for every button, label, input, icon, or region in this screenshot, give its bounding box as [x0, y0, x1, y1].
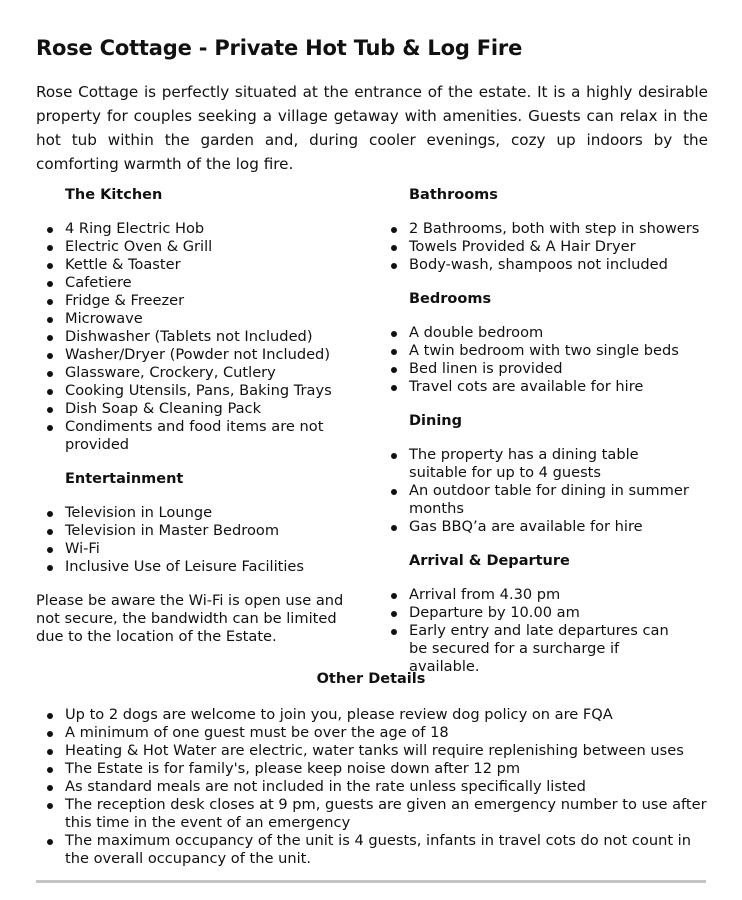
list-item: 4 Ring Electric Hob: [36, 220, 376, 238]
list-item: The maximum occupancy of the unit is 4 guests, infants in travel cots do not count in the overall occupancy of the unit.: [36, 832, 716, 868]
dining-list: [380, 446, 710, 536]
page-title: Rose Cottage - Private Hot Tub & Log Fire: [36, 36, 523, 60]
kitchen-heading: The Kitchen: [65, 187, 163, 203]
list-item: Dish Soap & Cleaning Pack: [36, 400, 376, 418]
left-column: [36, 186, 376, 646]
right-column: [380, 186, 710, 692]
bathrooms-list: [380, 220, 710, 274]
entertainment-heading: Entertainment: [65, 471, 184, 487]
list-item: Wi-Fi: [36, 540, 376, 558]
list-item: An outdoor table for dining in summer months: [380, 482, 710, 518]
list-item: Gas BBQ’a are available for hire: [380, 518, 710, 536]
list-item: Bed linen is provided: [380, 360, 710, 378]
list-item: Washer/Dryer (Powder not Included): [36, 346, 376, 364]
list-item: A twin bedroom with two single beds: [380, 342, 710, 360]
list-item: Glassware, Crockery, Cutlery: [36, 364, 376, 382]
dining-heading: Dining: [409, 413, 463, 429]
bedrooms-list: [380, 324, 710, 396]
other-details-heading: Other Details: [316, 671, 426, 687]
list-item: Television in Lounge: [36, 504, 376, 522]
list-item: Inclusive Use of Leisure Facilities: [36, 558, 376, 576]
list-item: Dishwasher (Tablets not Included): [36, 328, 376, 346]
list-item: Electric Oven & Grill: [36, 238, 376, 256]
list-item: Microwave: [36, 310, 376, 328]
entertainment-list: [36, 504, 376, 576]
list-item: A double bedroom: [380, 324, 710, 342]
list-item: Body-wash, shampoos not included: [380, 256, 710, 274]
list-item: Arrival from 4.30 pm: [380, 586, 710, 604]
list-item: The reception desk closes at 9 pm, guests are given an emergency number to use after this time in the event of an emergency: [36, 796, 716, 832]
list-item: The Estate is for family's, please keep noise down after 12 pm: [36, 760, 716, 778]
wifi-note: Please be aware the Wi-Fi is open use and not secure, the bandwidth can be limited due to the location of the Estate.: [36, 592, 344, 645]
list-item: Fridge & Freezer: [36, 292, 376, 310]
list-item: Cooking Utensils, Pans, Baking Trays: [36, 382, 376, 400]
list-item: Departure by 10.00 am: [380, 604, 710, 622]
arrival-departure-heading: Arrival & Departure: [409, 553, 570, 569]
list-item: Condiments and food items are not provided: [36, 418, 376, 454]
other-details-list: [36, 706, 716, 868]
list-item: Up to 2 dogs are welcome to join you, please review dog policy on are FQA: [36, 706, 716, 724]
bedrooms-heading: Bedrooms: [409, 291, 492, 307]
bathrooms-heading: Bathrooms: [409, 187, 498, 203]
kitchen-list: [36, 220, 376, 454]
list-item: The property has a dining table suitable for up to 4 guests: [380, 446, 710, 482]
bottom-divider: [36, 880, 706, 883]
list-item: Heating & Hot Water are electric, water tanks will require replenishing between uses: [36, 742, 716, 760]
list-item: Travel cots are available for hire: [380, 378, 710, 396]
list-item: Television in Master Bedroom: [36, 522, 376, 540]
arrival-departure-list: [380, 586, 710, 676]
intro-paragraph: Rose Cottage is perfectly situated at the entrance of the estate. It is a highly desirable property for couples seeking a village getaway with amenities. Guests can relax in the hot tub within the garden and, during cooler evenings, cozy up indoors by the comforting warmth of the log fire.: [36, 83, 708, 173]
list-item: As standard meals are not included in the rate unless specifically listed: [36, 778, 716, 796]
list-item: Kettle & Toaster: [36, 256, 376, 274]
list-item: A minimum of one guest must be over the age of 18: [36, 724, 716, 742]
list-item: 2 Bathrooms, both with step in showers: [380, 220, 710, 238]
list-item: Early entry and late departures can be secured for a surcharge if available.: [380, 622, 710, 676]
list-item: Towels Provided & A Hair Dryer: [380, 238, 710, 256]
list-item: Cafetiere: [36, 274, 376, 292]
